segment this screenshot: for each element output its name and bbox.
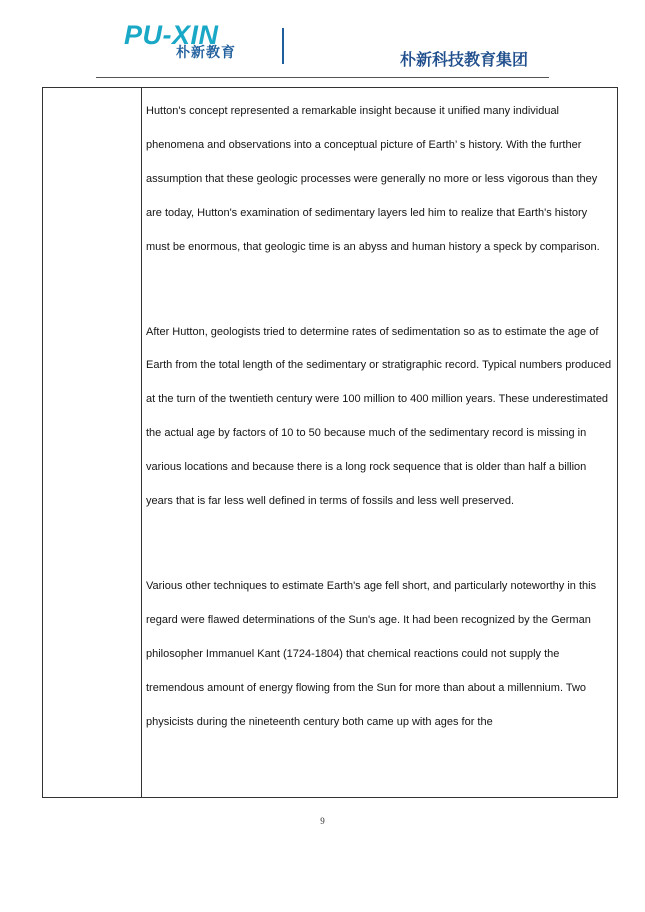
content-table xyxy=(42,87,618,798)
paragraph-spacer xyxy=(146,265,612,316)
company-name: 朴新科技教育集团 xyxy=(399,50,528,69)
paragraph-hutton-concept: Hutton's concept represented a remarkable insight because it unified many individual phenomena and observations into a conceptual picture of Earth’ s history. With the further assumption that these geologic processes were generally no more or less vigorous than they are today, Hutton's examination of sedimentary layers led him to realize that Earth's history must be enormous, that geologic time is an abyss and human history a speck by comparison. xyxy=(146,105,600,253)
paragraph-sedimentation-rates: After Hutton, geologists tried to determine rates of sedimentation so as to estimate the age of Earth from the total length of the sedimentary or stratigraphic record. Typical numbers produced at the turn of the twentieth century were 100 million to 400 million years. These underestimated the actual age by factors of 10 to 50 because much of the sedimentary record is missing in various locations and because there is a long rock sequence that is older than half a billion years that is far less well defined in terms of fossils and less well preserved. xyxy=(146,325,612,508)
logo-divider xyxy=(282,28,284,64)
paragraph-spacer xyxy=(146,519,612,570)
logo-chinese-text: 朴新教育 xyxy=(176,44,236,60)
header-rule xyxy=(96,77,549,78)
puxin-logo xyxy=(124,20,259,62)
logo-latin-text: PU-XIN xyxy=(124,20,219,50)
paragraph-sun-age: Various other techniques to estimate Earth's age fell short, and particularly noteworthy in this regard were flawed determinations of the Sun's age. It had been recognized by the German philosopher Immanuel Kant (1724-1804) that chemical reactions could not supply the tremendous amount of energy flowing from the Sun for more than about a millennium. Two physicists during the nineteenth century both came up with ages for the xyxy=(146,579,597,728)
left-column-cell xyxy=(43,88,142,797)
page-number: 9 xyxy=(320,816,325,826)
right-column-cell xyxy=(146,95,612,740)
page-header xyxy=(96,14,549,78)
